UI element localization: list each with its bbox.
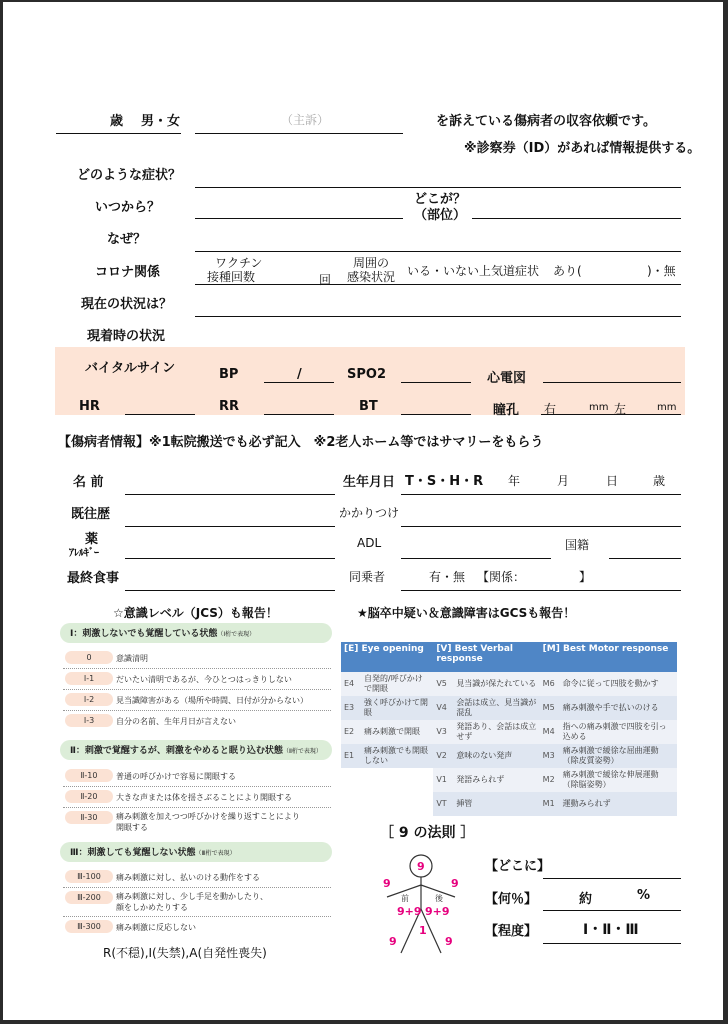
gcs-desc: 発語あり、会話は成立せず	[453, 720, 539, 744]
jcs-footer: R(不穏),Ⅰ(失禁),A(自発性喪失)	[103, 946, 267, 960]
companion-label: 同乗者	[349, 570, 386, 584]
companion-yesno[interactable]: 有・無	[429, 570, 466, 584]
current-status-field[interactable]	[195, 316, 681, 317]
gcs-desc: 痛み刺激で緩徐な伸展運動（除脳姿勢）	[560, 768, 677, 792]
gcs-desc: 自発的/呼びかけで開眼	[361, 672, 433, 696]
gcs-header-motor: [M] Best Motor response	[540, 642, 677, 672]
jcs-desc: 意識清明	[116, 654, 148, 663]
infection-label: 感染状況	[347, 270, 396, 284]
cause-field[interactable]	[195, 251, 681, 252]
jcs-code: Ⅱ-10	[65, 769, 113, 782]
adl-field[interactable]	[401, 558, 551, 559]
gcs-code: M4	[540, 720, 560, 744]
jcs-desc: 痛み刺激に対し、払いのける動作をする	[116, 873, 260, 882]
gcs-header-verbal: [V] Best Verbal response	[433, 642, 539, 672]
percent-sign: %	[637, 888, 651, 903]
left-arm-percent: 9	[383, 877, 391, 890]
corona-line	[195, 284, 681, 285]
jcs-divider	[63, 689, 331, 690]
jcs-desc: 見当識障害がある（場所や時間、日付が分からない）	[116, 696, 308, 705]
location-sub-label: （部位）	[414, 208, 467, 223]
hr-label: HR	[79, 399, 100, 414]
gcs-code: V4	[433, 696, 453, 720]
doctor-label: かかりつけ	[339, 506, 400, 520]
age-sex-field[interactable]	[56, 133, 181, 134]
gcs-row	[341, 792, 677, 816]
jcs-code: Ⅰ-3	[65, 714, 113, 727]
vaccine-label: ワクチン	[215, 256, 263, 270]
onset-label: いつから？	[95, 200, 161, 215]
gcs-code: V1	[433, 768, 453, 792]
jcs-code: Ⅰ-1	[65, 672, 113, 685]
drug-label: 薬	[85, 532, 99, 547]
gcs-row	[341, 672, 677, 696]
relation-end: 】	[579, 570, 592, 584]
back-trunk-percent: 9+9	[425, 905, 450, 918]
jcs-group2-header: Ⅱ：刺激で覚醒するが、刺激をやめると眠り込む状態（Ⅱ桁で表現）	[60, 740, 332, 760]
symptom-label: どのような症状？	[77, 168, 182, 183]
gcs-table	[341, 642, 677, 816]
burn-degree-select[interactable]: Ⅰ・Ⅱ・Ⅲ	[583, 922, 639, 938]
gcs-code: E4	[341, 672, 361, 696]
gcs-code: M2	[540, 768, 560, 792]
jcs-desc-cont: 開眼する	[116, 823, 148, 832]
request-text: を訴えている傷病者の収容依頼です。	[436, 114, 656, 129]
gcs-row	[341, 744, 677, 768]
doctor-field[interactable]	[401, 526, 681, 527]
gcs-desc: 強く呼びかけて開眼	[361, 696, 433, 720]
left-leg-percent: 9	[389, 935, 397, 948]
patient-info-title: 【傷病者情報】※1転院搬送でも必ず記入 ※2老人ホーム等ではサマリーをもらう	[58, 435, 544, 450]
jcs-divider	[63, 668, 331, 669]
gcs-code: VT	[433, 792, 453, 816]
back-label: 後	[435, 894, 443, 903]
gcs-desc: 意味のない発声	[453, 744, 539, 768]
gcs-code: E2	[341, 720, 361, 744]
complaint-placeholder: （主訴）	[281, 113, 330, 127]
gcs-desc: 会話は成立、見当識が混乱	[453, 696, 539, 720]
gcs-desc: 運動みられず	[560, 792, 677, 816]
burn-degree-field[interactable]	[543, 943, 681, 944]
era-select[interactable]: T・S・H・R	[405, 474, 484, 489]
pupil-right-label: 右	[544, 402, 557, 416]
jcs-code: Ⅲ-200	[65, 891, 113, 904]
ecg-label: 心電図	[487, 371, 527, 386]
patient-age-label: 歳	[653, 474, 666, 488]
ecg-field[interactable]	[543, 382, 681, 383]
right-arm-percent: 9	[451, 877, 459, 890]
relation-label: 【関係：	[477, 570, 526, 584]
upper-symptom-yes[interactable]: あり(	[553, 264, 582, 278]
jcs-group1-header: Ⅰ：刺激しないでも覚醒している状態（Ⅰ桁で表現）	[60, 623, 332, 643]
history-label: 既往歴	[71, 507, 111, 522]
year-label: 年	[508, 474, 521, 488]
gcs-code	[341, 792, 361, 816]
jcs-desc: 痛み刺激に対し、少し手足を動かしたり、	[116, 892, 268, 901]
jcs-divider	[63, 807, 331, 808]
month-label: 月	[557, 474, 570, 488]
gcs-desc	[361, 768, 433, 792]
adl-label: ADL	[357, 536, 382, 550]
location-field[interactable]	[472, 218, 681, 219]
spo2-field[interactable]	[401, 382, 471, 383]
current-status-label: 現在の状況は？	[81, 297, 173, 312]
jcs-code: Ⅰ-2	[65, 693, 113, 706]
rule-of-nines-title: ［ 9 の法則 ］	[380, 825, 475, 841]
gcs-header-row	[341, 642, 677, 672]
front-label: 前	[401, 894, 409, 903]
form-page	[3, 2, 723, 1020]
day-label: 日	[606, 474, 619, 488]
gcs-code: M1	[540, 792, 560, 816]
gcs-code	[341, 768, 361, 792]
gcs-code: M3	[540, 744, 560, 768]
gcs-row	[341, 720, 677, 744]
arrival-status-label: 現着時の状況	[87, 329, 166, 344]
gcs-desc: 命令に従って四肢を動かす	[560, 672, 677, 696]
gcs-code: V3	[433, 720, 453, 744]
gcs-code: M6	[540, 672, 560, 696]
nationality-label: 国籍	[565, 538, 590, 552]
infection-presence[interactable]: いる・いない	[407, 264, 480, 278]
gcs-desc: 指への痛み刺激で四肢を引っ込める	[560, 720, 677, 744]
jcs-title: ☆意識レベル（JCS）も報告！	[113, 606, 278, 620]
vitals-label: バイタルサイン	[85, 361, 176, 376]
gcs-desc: 痛み刺激で緩徐な屈曲運動（除皮質姿勢）	[560, 744, 677, 768]
pupil-label: 瞳孔	[493, 403, 520, 418]
birth-label: 生年月日	[343, 475, 396, 490]
corona-label: コロナ関係	[95, 265, 161, 280]
hr-field[interactable]	[125, 414, 195, 415]
gcs-row	[341, 696, 677, 720]
jcs-desc: 痛み刺激に反応しない	[116, 923, 196, 932]
sex-label: 男・女	[141, 114, 181, 129]
history-field[interactable]	[125, 526, 335, 527]
spo2-label: SPO2	[347, 367, 386, 382]
pupil-field[interactable]	[541, 414, 681, 415]
jcs-code: Ⅲ-300	[65, 920, 113, 933]
jcs-desc-cont: 顔をしかめたりする	[116, 903, 188, 912]
burn-degree-label: 【程度】	[485, 924, 538, 939]
burn-location-field[interactable]	[543, 878, 681, 879]
pupil-left-mm: mm	[657, 402, 677, 413]
nationality-field[interactable]	[609, 558, 681, 559]
jcs-code: 0	[65, 651, 113, 664]
jcs-desc: 自分の名前、生年月日が言えない	[116, 717, 236, 726]
last-meal-field[interactable]	[125, 590, 335, 591]
burn-location-label: 【どこに】	[485, 859, 551, 874]
rr-label: RR	[219, 399, 240, 414]
rr-field[interactable]	[264, 414, 334, 415]
gcs-desc: 痛み刺激で開眼	[361, 720, 433, 744]
location-label: どこが？	[414, 192, 467, 207]
around-label: 周囲の	[353, 256, 390, 270]
birth-field[interactable]	[401, 494, 681, 495]
gcs-title: ★脳卒中疑い＆意識障害はGCSも報告！	[357, 606, 576, 620]
bt-field[interactable]	[401, 414, 471, 415]
approx-label: 約	[579, 892, 593, 907]
gcs-code: M5	[540, 696, 560, 720]
bt-label: BT	[359, 399, 378, 414]
complaint-field[interactable]	[195, 133, 403, 134]
gcs-header-eye: [E] Eye opening	[341, 642, 433, 672]
gcs-code: E3	[341, 696, 361, 720]
jcs-desc: だいたい清明であるが、今ひとつはっきりしない	[116, 675, 292, 684]
bp-field[interactable]	[264, 382, 334, 383]
gcs-desc: 痛み刺激や手で払いのける	[560, 696, 677, 720]
head-percent: 9	[417, 860, 425, 873]
gcs-code: V2	[433, 744, 453, 768]
name-field[interactable]	[125, 494, 335, 495]
gcs-desc: 見当識が保たれている	[453, 672, 539, 696]
right-leg-percent: 9	[445, 935, 453, 948]
times-label: 回	[319, 273, 332, 287]
jcs-desc: 痛み刺激を加えつつ呼びかけを繰り返すことにより	[116, 812, 300, 821]
gcs-desc: 挿管	[453, 792, 539, 816]
drug-allergy-field[interactable]	[125, 558, 335, 559]
age-label: 歳	[110, 114, 124, 129]
vaccine-count-label: 接種回数	[207, 270, 256, 284]
allergy-label: ｱﾚﾙｷﾞｰ	[69, 548, 99, 559]
gcs-desc: 発語みられず	[453, 768, 539, 792]
jcs-code: Ⅱ-20	[65, 790, 113, 803]
jcs-code: Ⅱ-30	[65, 811, 113, 824]
jcs-group3-header: Ⅲ：刺激しても覚醒しない状態（Ⅲ桁で表現）	[60, 842, 332, 862]
pupil-left-label: 左	[614, 402, 627, 416]
jcs-desc: 大きな声または体を揺さぶることにより開眼する	[116, 793, 292, 802]
gcs-row	[341, 768, 677, 792]
bp-label: BP	[219, 367, 239, 382]
pupil-right-mm: mm	[589, 402, 609, 413]
bp-slash: /	[297, 367, 302, 382]
jcs-desc: 普通の呼びかけで容易に開眼する	[116, 772, 236, 781]
jcs-divider	[63, 916, 331, 917]
jcs-divider	[63, 786, 331, 787]
burn-percent-label: 【何％】	[485, 892, 538, 907]
gcs-desc	[361, 792, 433, 816]
front-trunk-percent: 9+9	[397, 905, 422, 918]
upper-symptom-label: 上気道症状	[479, 264, 540, 278]
jcs-divider	[63, 887, 331, 888]
body-figure-diagram	[371, 847, 471, 967]
burn-percent-field[interactable]	[543, 910, 681, 911]
onset-field[interactable]	[195, 218, 403, 219]
last-meal-label: 最終食事	[67, 571, 120, 586]
gcs-code: V5	[433, 672, 453, 696]
cause-label: なぜ？	[107, 232, 147, 247]
upper-symptom-no[interactable]: )・無	[647, 264, 676, 278]
id-note: ※診察券（ID）があれば情報提供する。	[464, 141, 701, 156]
perineum-percent: 1	[419, 924, 427, 937]
gcs-code: E1	[341, 744, 361, 768]
gcs-desc: 痛み刺激でも開眼しない	[361, 744, 433, 768]
jcs-code: Ⅲ-100	[65, 870, 113, 883]
companion-field[interactable]	[401, 590, 681, 591]
name-label: 名 前	[73, 475, 104, 490]
jcs-divider	[63, 710, 331, 711]
